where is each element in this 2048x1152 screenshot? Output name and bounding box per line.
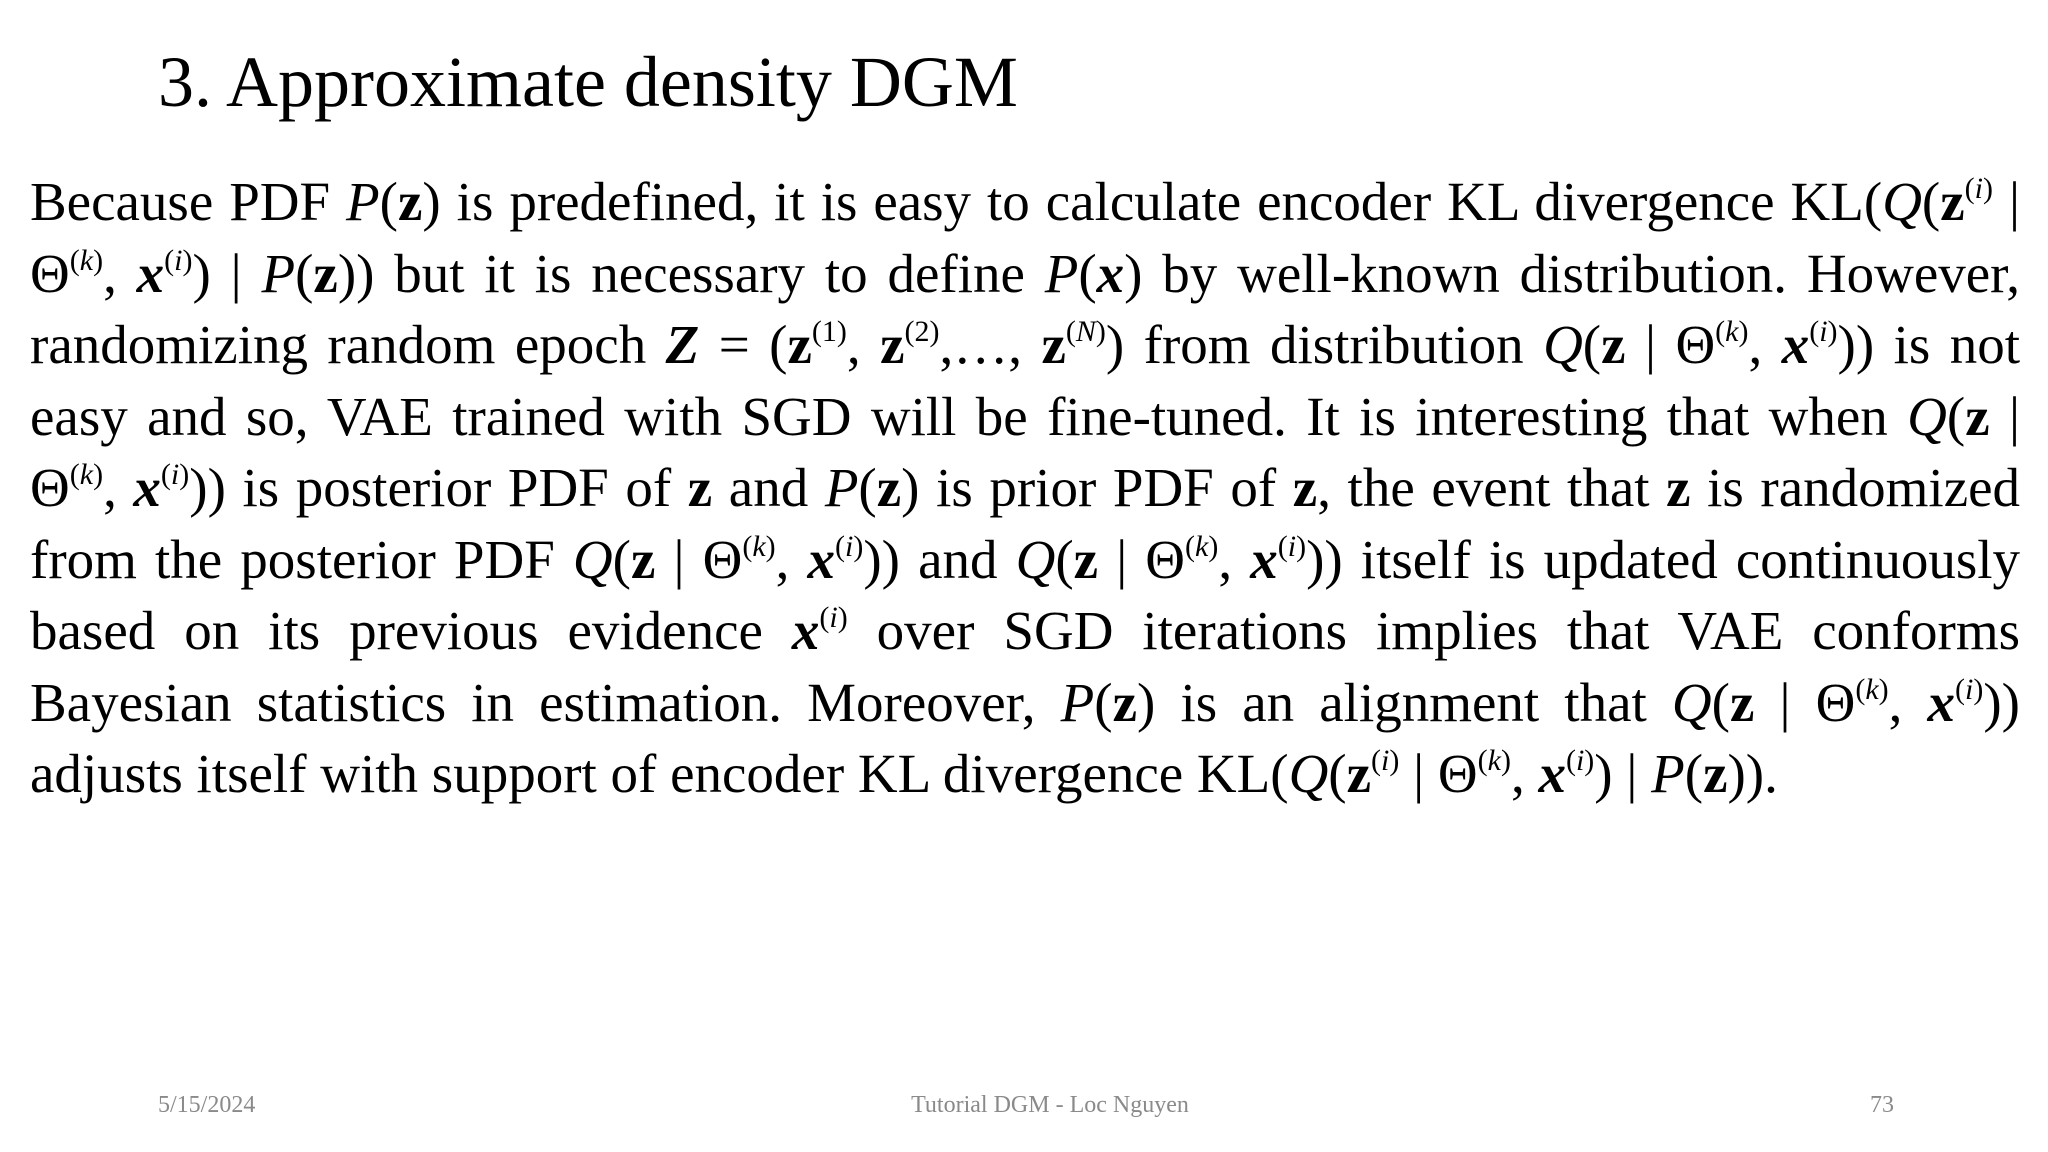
superscript-index: (N) (1065, 315, 1106, 348)
text-run: ( (858, 457, 877, 518)
text-run: Because PDF (30, 171, 347, 232)
superscript-index: (k) (742, 529, 776, 563)
math-symbol: Q (572, 528, 613, 590)
text-run: over SGD iterations implies that VAE conforms Bayesian statistics in estimation. Moreover, (30, 600, 2021, 733)
superscript-index: (i) (1955, 672, 1984, 706)
text-run: is randomized from the posterior PDF (30, 457, 2021, 590)
math-symbol: x (1538, 743, 1566, 804)
slide-title: 3. Approximate density DGM (158, 42, 1018, 122)
text-run: , the event that (1317, 457, 1667, 518)
text-run: ( (1094, 671, 1113, 733)
text-run: and (712, 457, 825, 518)
math-symbol: P (346, 171, 380, 232)
math-symbol: Q (1015, 528, 1056, 590)
math-symbol: z (1601, 314, 1626, 375)
math-symbol: z (1666, 457, 1691, 518)
text-run: | Θ (30, 385, 2020, 518)
text-run: ( (379, 171, 398, 232)
superscript-index: (i) (1809, 315, 1838, 348)
math-symbol: z (1041, 314, 1066, 375)
superscript-index: (i) (1371, 744, 1400, 777)
superscript-index: (i) (164, 243, 193, 277)
text-run: , (846, 314, 881, 375)
text-run: , (103, 242, 137, 304)
math-symbol: x (1250, 528, 1278, 590)
text-run: ( (1328, 743, 1347, 804)
text-run: | Θ (1625, 314, 1716, 375)
text-run: ) is prior PDF of (901, 457, 1293, 518)
math-symbol: P (261, 242, 296, 304)
footer-title: Tutorial DGM - Loc Nguyen (911, 1092, 1189, 1118)
body-paragraph (30, 166, 2020, 810)
math-symbol: Z (665, 314, 700, 375)
text-run: , (775, 528, 808, 590)
text-run: , (103, 457, 134, 518)
math-symbol: z (876, 457, 902, 518)
math-symbol: x (807, 528, 836, 590)
math-symbol: Q (1543, 314, 1583, 375)
text-run: ) | (192, 242, 262, 304)
superscript-index: (k) (69, 458, 104, 491)
text-run: , (1748, 314, 1782, 375)
math-symbol: x (1781, 314, 1810, 375)
text-run: )) but it is necessary to define (337, 242, 1045, 304)
math-symbol: z (1965, 385, 1990, 447)
superscript-index: (k) (1715, 315, 1749, 348)
text-run: )) itself is updated continuously based on its previous evidence (30, 528, 2021, 661)
math-symbol: z (1073, 528, 1099, 590)
math-symbol: x (133, 457, 161, 518)
text-run: | Θ (1754, 671, 1856, 733)
footer-page-number: 73 (1870, 1092, 1894, 1118)
text-run: | Θ (1399, 743, 1478, 804)
math-symbol: z (1292, 457, 1318, 518)
text-run: ( (1055, 528, 1074, 590)
text-run: )) adjusts itself with support of encoder KL divergence KL( (30, 671, 2020, 804)
math-symbol: z (313, 242, 338, 304)
math-symbol: z (687, 457, 713, 518)
math-symbol: Q (1882, 171, 1922, 232)
math-symbol: P (1651, 743, 1685, 804)
text-run: ( (1582, 314, 1602, 375)
math-symbol: Q (1907, 385, 1947, 447)
text-run: | Θ (1098, 528, 1186, 590)
text-run: ) from distribution (1105, 314, 1544, 375)
text-run: ( (1711, 671, 1730, 733)
superscript-index: (k) (1185, 529, 1219, 563)
superscript-index: (k) (1477, 744, 1511, 777)
math-symbol: x (136, 242, 165, 304)
superscript-index: (i) (1277, 529, 1307, 563)
superscript-index: (k) (69, 243, 104, 277)
superscript-index: (2) (904, 315, 940, 348)
math-symbol: P (1044, 242, 1079, 304)
math-symbol: z (1729, 671, 1755, 733)
text-run: | Θ (30, 171, 2020, 304)
math-symbol: z (787, 314, 812, 375)
superscript-index: (i) (1565, 744, 1595, 777)
superscript-index: (i) (835, 529, 864, 563)
superscript-index: (i) (819, 601, 848, 634)
math-symbol: z (1346, 743, 1372, 804)
superscript-index: (i) (1964, 172, 1994, 205)
superscript-index: (i) (160, 458, 190, 491)
math-symbol: P (824, 457, 859, 518)
text-run: ( (1684, 743, 1704, 804)
text-run: , (1510, 743, 1539, 804)
math-symbol: x (791, 600, 820, 661)
superscript-index: (1) (811, 315, 847, 348)
text-run: ) | (1594, 743, 1652, 804)
text-run: ( (1078, 242, 1097, 304)
math-symbol: z (397, 171, 423, 232)
text-run: )) is not easy and so, VAE trained with SGD will be fine-tuned. It is interesting that when (30, 314, 2021, 447)
text-run: ) is predefined, it is easy to calculate encoder KL divergence KL( (422, 171, 1883, 232)
math-symbol: z (1703, 743, 1728, 804)
math-symbol: Q (1671, 671, 1712, 733)
text-run: ) is an alignment that (1137, 671, 1672, 733)
text-run: ( (612, 528, 631, 590)
superscript-index: (k) (1855, 672, 1889, 706)
math-symbol: x (1096, 242, 1125, 304)
math-symbol: z (630, 528, 656, 590)
math-symbol: z (1940, 171, 1965, 232)
math-symbol: Q (1288, 743, 1329, 804)
math-symbol: x (1927, 671, 1956, 733)
math-symbol: z (1112, 671, 1138, 733)
text-run: , (1888, 671, 1928, 733)
text-run: ( (1946, 385, 1966, 447)
text-run: ( (1921, 171, 1941, 232)
footer-date: 5/15/2024 (158, 1092, 256, 1118)
text-run: )) is posterior PDF of (189, 457, 688, 518)
text-run: ) by well-known distribution. However, randomizing random epoch (30, 242, 2021, 375)
text-run: = ( (699, 314, 788, 375)
text-run: )). (1727, 743, 1778, 804)
math-symbol: P (1060, 671, 1095, 733)
math-symbol: z (880, 314, 905, 375)
text-run: )) and (863, 528, 1016, 590)
text-run: ( (295, 242, 314, 304)
text-run: | Θ (655, 528, 743, 590)
text-run: , (1218, 528, 1251, 590)
text-run: ,…, (939, 314, 1042, 375)
